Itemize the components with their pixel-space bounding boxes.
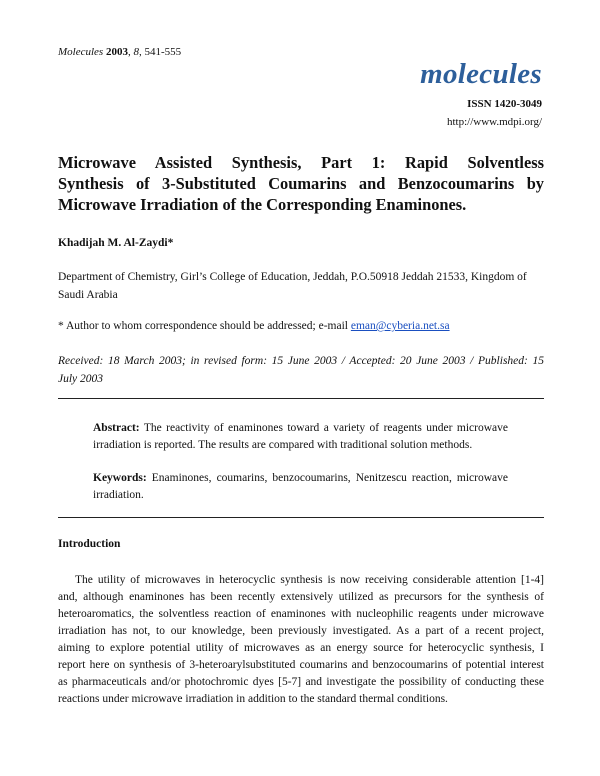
journal-year: 2003	[105, 46, 128, 58]
correspondence-note	[58, 320, 450, 332]
paragraph-line: The utility of microwaves in heterocyclic synthesis is now receiving considerable attention [1-4]	[75, 574, 544, 586]
paragraph-line: aiming to explore potential utility of microwaves as an energy source for heterocyclic synthesis, I	[58, 642, 544, 654]
journal-citation: Molecules 2003, 8, 541-555	[58, 46, 182, 58]
journal-url[interactable]: http://www.mdpi.org/	[446, 116, 542, 128]
introduction-paragraph	[58, 572, 544, 708]
publication-dates	[58, 352, 544, 388]
bottom-divider	[58, 517, 544, 518]
paragraph-line: irradiation has not, to our knowledge, been previously investigated. As a part of a recent project,	[58, 625, 544, 637]
keywords-text: Enaminones, coumarins, benzocoumarins, Nenitzescu reaction, microwave	[151, 472, 509, 484]
top-divider	[58, 398, 544, 399]
abstract-label: Abstract:	[93, 422, 140, 434]
article-title	[58, 152, 544, 215]
correspondence-text: * Author to whom correspondence should be addressed; e-mail	[58, 320, 348, 332]
journal-pages: 541-555	[144, 46, 182, 58]
keywords-text: irradiation.	[93, 489, 144, 501]
keywords-block	[93, 470, 508, 504]
paragraph-line: as pharmaceuticals and/or photochromic dyes [5-7] and investigate the possibility of conducting these	[58, 676, 544, 688]
dates-line: Received: 18 March 2003; in revised form: 15 June 2003 / Accepted: 20 June 2003 / Published: 15	[58, 355, 544, 367]
title-line: Microwave Assisted Synthesis, Part 1: Rapid Solventless	[58, 153, 544, 172]
abstract-text: The reactivity of enaminones toward a variety of reagents under microwave	[143, 422, 508, 434]
journal-volume: 8	[133, 46, 139, 58]
journal-logo: molecules	[420, 58, 542, 90]
dates-line: July 2003	[58, 373, 104, 385]
abstract-block	[93, 420, 508, 454]
paragraph-line: heteroaromatics, the solventless reaction of enaminones with nucleophilic reagents under microwave	[58, 608, 544, 620]
paragraph-line: report here on synthesis of 3-heteroarylsubstituted coumarins and benzocoumarins of potential interest	[58, 659, 544, 671]
keywords-label: Keywords:	[93, 472, 147, 484]
author-email-link[interactable]: eman@cyberia.net.sa	[350, 320, 450, 332]
section-heading: Introduction	[58, 538, 121, 550]
paragraph-line: and, although enaminones has been recently extensively utilized as precursors for the synthesis of	[58, 591, 544, 603]
paragraph-line: reactions under microwave irradiation in addition to the standard thermal conditions.	[58, 693, 448, 705]
journal-name: Molecules	[58, 46, 104, 58]
issn-number: ISSN 1420-3049	[467, 98, 542, 110]
author-name: Khadijah M. Al-Zaydi*	[58, 237, 174, 249]
author-affiliation: Department of Chemistry, Girl’s College of Education, Jeddah, P.O.50918 Jeddah 21533, Kingdom of Saudi Arabia	[58, 271, 527, 301]
title-line: Microwave Irradiation of the Corresponding Enaminones.	[58, 195, 467, 214]
title-line: Synthesis of 3-Substituted Coumarins and Benzocoumarins by	[58, 174, 544, 193]
abstract-text: irradiation is reported. The results are compared with traditional solution methods.	[93, 439, 473, 451]
